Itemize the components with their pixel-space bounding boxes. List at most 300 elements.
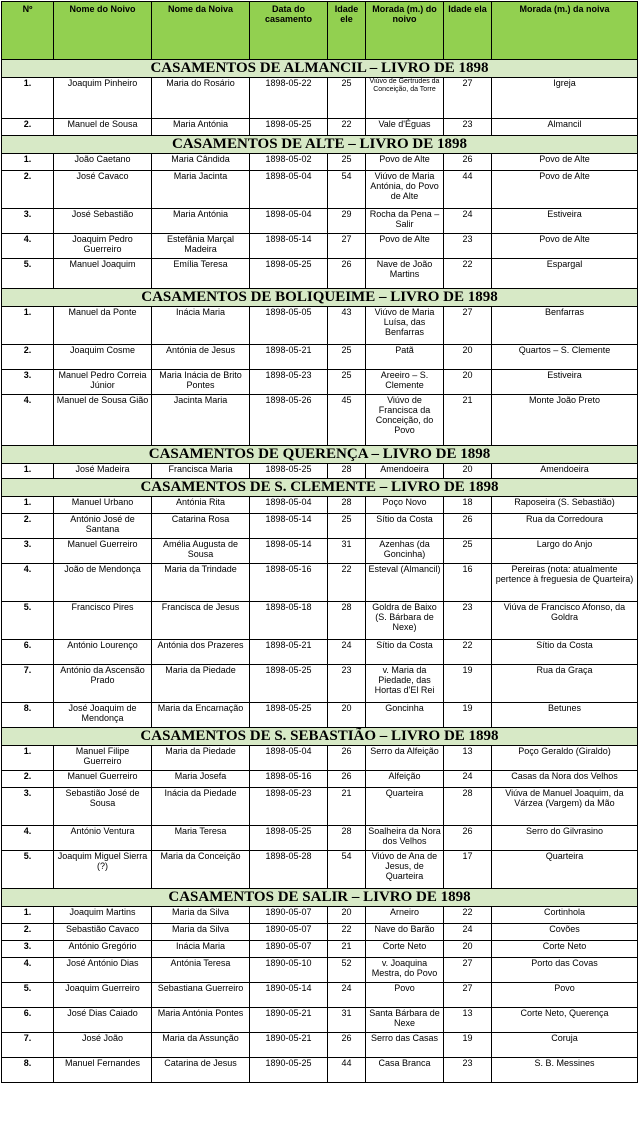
bride-age: 16: [444, 564, 492, 602]
table-row: [2, 826, 638, 851]
marriage-date: 1890-05-21: [250, 1008, 328, 1033]
header-bride-age: Idade ela: [444, 2, 492, 60]
marriage-date: 1898-05-04: [250, 746, 328, 771]
table-row: [2, 665, 638, 703]
bride-name: Sebastiana Guerreiro: [152, 983, 250, 1008]
groom-age: 24: [328, 983, 366, 1008]
bride-name: Francisca de Jesus: [152, 602, 250, 640]
row-number: 5.: [2, 259, 54, 289]
bride-age: 19: [444, 665, 492, 703]
groom-name: António José de Santana: [54, 514, 152, 539]
groom-age: 45: [328, 395, 366, 446]
bride-residence: Porto das Covas: [492, 958, 638, 983]
bride-name: Maria da Piedade: [152, 665, 250, 703]
table-row: [2, 259, 638, 289]
bride-name: Maria Inácia de Brito Pontes: [152, 370, 250, 395]
marriage-date: 1898-05-25: [250, 464, 328, 479]
groom-residence: Esteval (Almancil): [366, 564, 444, 602]
header-number: Nº: [2, 2, 54, 60]
groom-age: 22: [328, 564, 366, 602]
bride-name: Maria da Trindade: [152, 564, 250, 602]
table-row: [2, 941, 638, 958]
header-row: [2, 2, 638, 60]
groom-residence: Patã: [366, 345, 444, 370]
groom-residence: Rocha da Pena – Salir: [366, 209, 444, 234]
bride-name: Francisca Maria: [152, 464, 250, 479]
groom-residence: Poço Novo: [366, 497, 444, 514]
marriage-date: 1898-05-04: [250, 209, 328, 234]
bride-residence: Largo do Anjo: [492, 539, 638, 564]
table-row: [2, 209, 638, 234]
groom-age: 54: [328, 171, 366, 209]
bride-age: 20: [444, 464, 492, 479]
marriage-date: 1898-05-25: [250, 703, 328, 728]
bride-name: Maria Antónia: [152, 209, 250, 234]
row-number: 3.: [2, 941, 54, 958]
groom-residence: Arneiro: [366, 907, 444, 924]
groom-residence: Viúvo de Maria Luísa, das Benfarras: [366, 307, 444, 345]
bride-age: 27: [444, 307, 492, 345]
bride-residence: Casas da Nora dos Velhos: [492, 771, 638, 788]
bride-age: 23: [444, 119, 492, 136]
groom-age: 27: [328, 234, 366, 259]
groom-age: 28: [328, 602, 366, 640]
groom-name: Francisco Pires: [54, 602, 152, 640]
bride-name: Inácia Maria: [152, 307, 250, 345]
groom-residence: Viúvo de Maria Antónia, do Povo de Alte: [366, 171, 444, 209]
row-number: 2.: [2, 514, 54, 539]
row-number: 3.: [2, 370, 54, 395]
table-row: [2, 564, 638, 602]
row-number: 6.: [2, 640, 54, 665]
groom-name: Manuel Urbano: [54, 497, 152, 514]
groom-residence: Povo de Alte: [366, 234, 444, 259]
row-number: 2.: [2, 171, 54, 209]
bride-residence: Quarteira: [492, 851, 638, 889]
bride-age: 22: [444, 640, 492, 665]
table-row: [2, 1008, 638, 1033]
groom-age: 23: [328, 665, 366, 703]
marriage-date: 1898-05-25: [250, 826, 328, 851]
marriage-register-table: [1, 1, 638, 1083]
bride-name: Maria da Piedade: [152, 746, 250, 771]
groom-name: Joaquim Pinheiro: [54, 78, 152, 119]
bride-age: 23: [444, 1058, 492, 1083]
row-number: 3.: [2, 209, 54, 234]
bride-age: 18: [444, 497, 492, 514]
row-number: 1.: [2, 307, 54, 345]
row-number: 1.: [2, 497, 54, 514]
groom-age: 31: [328, 539, 366, 564]
bride-age: 28: [444, 788, 492, 826]
bride-name: Estefânia Marçal Madeira: [152, 234, 250, 259]
bride-age: 22: [444, 907, 492, 924]
bride-residence: Almancil: [492, 119, 638, 136]
section-title: CASAMENTOS DE BOLIQUEIME – LIVRO DE 1898: [2, 289, 638, 307]
row-number: 4.: [2, 826, 54, 851]
groom-name: Joaquim Miguel Sierra (?): [54, 851, 152, 889]
groom-age: 25: [328, 514, 366, 539]
groom-age: 25: [328, 370, 366, 395]
marriage-date: 1898-05-04: [250, 497, 328, 514]
row-number: 2.: [2, 771, 54, 788]
groom-residence: Soalheira da Nora dos Velhos: [366, 826, 444, 851]
groom-name: António da Ascensão Prado: [54, 665, 152, 703]
row-number: 3.: [2, 539, 54, 564]
bride-name: Maria da Conceição: [152, 851, 250, 889]
marriage-date: 1890-05-10: [250, 958, 328, 983]
groom-name: Joaquim Cosme: [54, 345, 152, 370]
row-number: 7.: [2, 665, 54, 703]
bride-residence: Estiveira: [492, 370, 638, 395]
header-marriage-date: Data do casamento: [250, 2, 328, 60]
groom-name: Sebastião José de Sousa: [54, 788, 152, 826]
row-number: 4.: [2, 234, 54, 259]
groom-residence: Goldra de Baixo (S. Bárbara de Nexe): [366, 602, 444, 640]
section-header-row: [2, 889, 638, 907]
bride-residence: Cortinhola: [492, 907, 638, 924]
groom-age: 25: [328, 78, 366, 119]
bride-name: Amélia Augusta de Sousa: [152, 539, 250, 564]
groom-age: 28: [328, 497, 366, 514]
marriage-date: 1898-05-05: [250, 307, 328, 345]
groom-residence: Santa Bárbara de Nexe: [366, 1008, 444, 1033]
bride-age: 24: [444, 209, 492, 234]
groom-age: 26: [328, 259, 366, 289]
groom-age: 52: [328, 958, 366, 983]
row-number: 1.: [2, 746, 54, 771]
section-header-row: [2, 136, 638, 154]
section-header-row: [2, 289, 638, 307]
bride-name: Antónia de Jesus: [152, 345, 250, 370]
section-header-row: [2, 446, 638, 464]
section-title: CASAMENTOS DE S. CLEMENTE – LIVRO DE 1898: [2, 479, 638, 497]
row-number: 7.: [2, 1033, 54, 1058]
groom-residence: Viúvo de Gertrudes da Conceição, da Torre: [366, 78, 444, 119]
groom-age: 44: [328, 1058, 366, 1083]
row-number: 2.: [2, 345, 54, 370]
bride-name: Inácia Maria: [152, 941, 250, 958]
groom-name: Joaquim Pedro Guerreiro: [54, 234, 152, 259]
marriage-date: 1890-05-25: [250, 1058, 328, 1083]
marriage-date: 1898-05-22: [250, 78, 328, 119]
row-number: 4.: [2, 564, 54, 602]
section-title: CASAMENTOS DE ALMANCIL – LIVRO DE 1898: [2, 60, 638, 78]
table-row: [2, 771, 638, 788]
bride-age: 27: [444, 983, 492, 1008]
marriage-date: 1898-05-21: [250, 640, 328, 665]
bride-age: 17: [444, 851, 492, 889]
table-row: [2, 602, 638, 640]
bride-residence: Povo de Alte: [492, 154, 638, 171]
bride-residence: Sítio da Costa: [492, 640, 638, 665]
row-number: 2.: [2, 119, 54, 136]
table-row: [2, 1058, 638, 1083]
marriage-date: 1898-05-23: [250, 370, 328, 395]
groom-age: 25: [328, 154, 366, 171]
bride-age: 13: [444, 746, 492, 771]
groom-name: Manuel Guerreiro: [54, 771, 152, 788]
table-row: [2, 514, 638, 539]
table-row: [2, 497, 638, 514]
bride-name: Jacinta Maria: [152, 395, 250, 446]
groom-name: Joaquim Martins: [54, 907, 152, 924]
section-header-row: [2, 479, 638, 497]
marriage-date: 1898-05-21: [250, 345, 328, 370]
table-row: [2, 234, 638, 259]
bride-name: Inácia da Piedade: [152, 788, 250, 826]
section-title: CASAMENTOS DE ALTE – LIVRO DE 1898: [2, 136, 638, 154]
row-number: 1.: [2, 464, 54, 479]
bride-name: Maria Josefa: [152, 771, 250, 788]
groom-residence: Nave de João Martins: [366, 259, 444, 289]
section-title: CASAMENTOS DE S. SEBASTIÃO – LIVRO DE 1898: [2, 728, 638, 746]
marriage-date: 1898-05-25: [250, 259, 328, 289]
row-number: 5.: [2, 602, 54, 640]
table-row: [2, 78, 638, 119]
table-row: [2, 119, 638, 136]
groom-name: Manuel de Sousa Gião: [54, 395, 152, 446]
bride-residence: Estiveira: [492, 209, 638, 234]
groom-residence: Azenhas (da Goncinha): [366, 539, 444, 564]
bride-residence: Viúva de Manuel Joaquim, da Várzea (Vargem) da Mão: [492, 788, 638, 826]
marriage-date: 1898-05-14: [250, 234, 328, 259]
groom-residence: Povo de Alte: [366, 154, 444, 171]
bride-name: Maria da Silva: [152, 907, 250, 924]
groom-age: 31: [328, 1008, 366, 1033]
groom-age: 28: [328, 826, 366, 851]
bride-age: 19: [444, 703, 492, 728]
bride-name: Maria Teresa: [152, 826, 250, 851]
groom-residence: Serro das Casas: [366, 1033, 444, 1058]
table-row: [2, 924, 638, 941]
groom-age: 21: [328, 941, 366, 958]
bride-age: 26: [444, 154, 492, 171]
bride-residence: Coruja: [492, 1033, 638, 1058]
header-bride-residence: Morada (m.) da noiva: [492, 2, 638, 60]
bride-name: Maria da Encarnação: [152, 703, 250, 728]
table-row: [2, 171, 638, 209]
section-header-row: [2, 728, 638, 746]
groom-age: 28: [328, 464, 366, 479]
bride-residence: Povo de Alte: [492, 171, 638, 209]
groom-name: Sebastião Cavaco: [54, 924, 152, 941]
bride-residence: Monte João Preto: [492, 395, 638, 446]
table-row: [2, 907, 638, 924]
groom-name: Manuel Fernandes: [54, 1058, 152, 1083]
groom-residence: Sítio da Costa: [366, 514, 444, 539]
table-header: [2, 2, 638, 60]
bride-name: Antónia Rita: [152, 497, 250, 514]
table-row: [2, 154, 638, 171]
bride-residence: Povo: [492, 983, 638, 1008]
groom-name: Manuel da Ponte: [54, 307, 152, 345]
row-number: 1.: [2, 154, 54, 171]
bride-age: 21: [444, 395, 492, 446]
groom-name: José Cavaco: [54, 171, 152, 209]
bride-age: 23: [444, 234, 492, 259]
groom-name: João de Mendonça: [54, 564, 152, 602]
row-number: 5.: [2, 851, 54, 889]
bride-age: 24: [444, 771, 492, 788]
bride-residence: Povo de Alte: [492, 234, 638, 259]
bride-age: 26: [444, 826, 492, 851]
table-row: [2, 539, 638, 564]
bride-name: Catarina Rosa: [152, 514, 250, 539]
table-row: [2, 395, 638, 446]
bride-name: Antónia Teresa: [152, 958, 250, 983]
groom-residence: Casa Branca: [366, 1058, 444, 1083]
bride-residence: Betunes: [492, 703, 638, 728]
bride-age: 24: [444, 924, 492, 941]
groom-residence: Viúvo de Francisca da Conceição, do Povo: [366, 395, 444, 446]
marriage-date: 1890-05-14: [250, 983, 328, 1008]
groom-name: José Joaquim de Mendonça: [54, 703, 152, 728]
bride-name: Maria Antónia: [152, 119, 250, 136]
table-row: [2, 788, 638, 826]
bride-residence: Amendoeira: [492, 464, 638, 479]
marriage-date: 1898-05-02: [250, 154, 328, 171]
table-row: [2, 958, 638, 983]
groom-residence: Goncinha: [366, 703, 444, 728]
bride-residence: S. B. Messines: [492, 1058, 638, 1083]
groom-residence: v. Maria da Piedade, das Hortas d'El Rei: [366, 665, 444, 703]
groom-name: Manuel Filipe Guerreiro: [54, 746, 152, 771]
groom-name: António Lourenço: [54, 640, 152, 665]
table-row: [2, 640, 638, 665]
groom-age: 22: [328, 924, 366, 941]
groom-name: Manuel Guerreiro: [54, 539, 152, 564]
row-number: 1.: [2, 907, 54, 924]
marriage-date: 1898-05-28: [250, 851, 328, 889]
groom-name: António Ventura: [54, 826, 152, 851]
bride-residence: Benfarras: [492, 307, 638, 345]
marriage-date: 1898-05-16: [250, 564, 328, 602]
bride-age: 23: [444, 602, 492, 640]
groom-residence: Viúvo de Ana de Jesus, de Quarteira: [366, 851, 444, 889]
bride-name: Antónia dos Prazeres: [152, 640, 250, 665]
row-number: 3.: [2, 788, 54, 826]
groom-name: José Sebastião: [54, 209, 152, 234]
groom-age: 21: [328, 788, 366, 826]
row-number: 8.: [2, 703, 54, 728]
header-groom-residence: Morada (m.) do noivo: [366, 2, 444, 60]
bride-age: 44: [444, 171, 492, 209]
bride-age: 20: [444, 941, 492, 958]
bride-residence: Corte Neto: [492, 941, 638, 958]
bride-age: 27: [444, 78, 492, 119]
table-row: [2, 983, 638, 1008]
groom-residence: Areeiro – S. Clemente: [366, 370, 444, 395]
groom-residence: Sítio da Costa: [366, 640, 444, 665]
bride-residence: Poço Geraldo (Giraldo): [492, 746, 638, 771]
groom-age: 25: [328, 345, 366, 370]
bride-residence: Igreja: [492, 78, 638, 119]
table-body: [2, 60, 638, 1083]
groom-age: 26: [328, 1033, 366, 1058]
row-number: 4.: [2, 395, 54, 446]
bride-residence: Corte Neto, Querença: [492, 1008, 638, 1033]
row-number: 2.: [2, 924, 54, 941]
groom-residence: Vale d'Éguas: [366, 119, 444, 136]
table-row: [2, 851, 638, 889]
bride-age: 25: [444, 539, 492, 564]
groom-name: João Caetano: [54, 154, 152, 171]
groom-residence: Povo: [366, 983, 444, 1008]
marriage-date: 1898-05-25: [250, 119, 328, 136]
groom-residence: Nave do Barão: [366, 924, 444, 941]
groom-residence: Quarteira: [366, 788, 444, 826]
bride-residence: Covões: [492, 924, 638, 941]
marriage-date: 1890-05-07: [250, 907, 328, 924]
table-row: [2, 464, 638, 479]
bride-age: 19: [444, 1033, 492, 1058]
bride-residence: Raposeira (S. Sebastião): [492, 497, 638, 514]
table-row: [2, 370, 638, 395]
bride-name: Emília Teresa: [152, 259, 250, 289]
bride-residence: Espargal: [492, 259, 638, 289]
groom-age: 24: [328, 640, 366, 665]
groom-age: 20: [328, 703, 366, 728]
marriage-date: 1890-05-07: [250, 924, 328, 941]
bride-age: 26: [444, 514, 492, 539]
row-number: 6.: [2, 1008, 54, 1033]
row-number: 8.: [2, 1058, 54, 1083]
section-header-row: [2, 60, 638, 78]
bride-name: Maria do Rosário: [152, 78, 250, 119]
table-row: [2, 307, 638, 345]
groom-age: 43: [328, 307, 366, 345]
bride-age: 27: [444, 958, 492, 983]
bride-name: Maria da Silva: [152, 924, 250, 941]
bride-name: Maria Jacinta: [152, 171, 250, 209]
bride-name: Maria da Assunção: [152, 1033, 250, 1058]
groom-name: José Dias Caiado: [54, 1008, 152, 1033]
groom-residence: Corte Neto: [366, 941, 444, 958]
header-groom-name: Nome do Noivo: [54, 2, 152, 60]
header-groom-age: Idade ele: [328, 2, 366, 60]
bride-name: Maria Cândida: [152, 154, 250, 171]
bride-residence: Pereiras (nota: atualmente pertence à freguesia de Quarteira): [492, 564, 638, 602]
section-title: CASAMENTOS DE SALIR – LIVRO DE 1898: [2, 889, 638, 907]
marriage-date: 1898-05-14: [250, 539, 328, 564]
groom-residence: Alfeição: [366, 771, 444, 788]
marriage-date: 1898-05-26: [250, 395, 328, 446]
header-bride-name: Nome da Noiva: [152, 2, 250, 60]
groom-name: Joaquim Guerreiro: [54, 983, 152, 1008]
groom-age: 26: [328, 746, 366, 771]
groom-name: José João: [54, 1033, 152, 1058]
table-row: [2, 703, 638, 728]
section-title: CASAMENTOS DE QUERENÇA – LIVRO DE 1898: [2, 446, 638, 464]
table-row: [2, 345, 638, 370]
marriage-date: 1898-05-23: [250, 788, 328, 826]
bride-age: 20: [444, 345, 492, 370]
marriage-date: 1898-05-18: [250, 602, 328, 640]
groom-age: 29: [328, 209, 366, 234]
table-row: [2, 1033, 638, 1058]
bride-age: 22: [444, 259, 492, 289]
bride-residence: Viúva de Francisco Afonso, da Goldra: [492, 602, 638, 640]
row-number: 5.: [2, 983, 54, 1008]
marriage-date: 1890-05-07: [250, 941, 328, 958]
groom-residence: v. Joaquina Mestra, do Povo: [366, 958, 444, 983]
marriage-date: 1898-05-14: [250, 514, 328, 539]
groom-name: José António Dias: [54, 958, 152, 983]
bride-residence: Serro do Gilvrasino: [492, 826, 638, 851]
groom-name: Manuel Joaquim: [54, 259, 152, 289]
row-number: 1.: [2, 78, 54, 119]
